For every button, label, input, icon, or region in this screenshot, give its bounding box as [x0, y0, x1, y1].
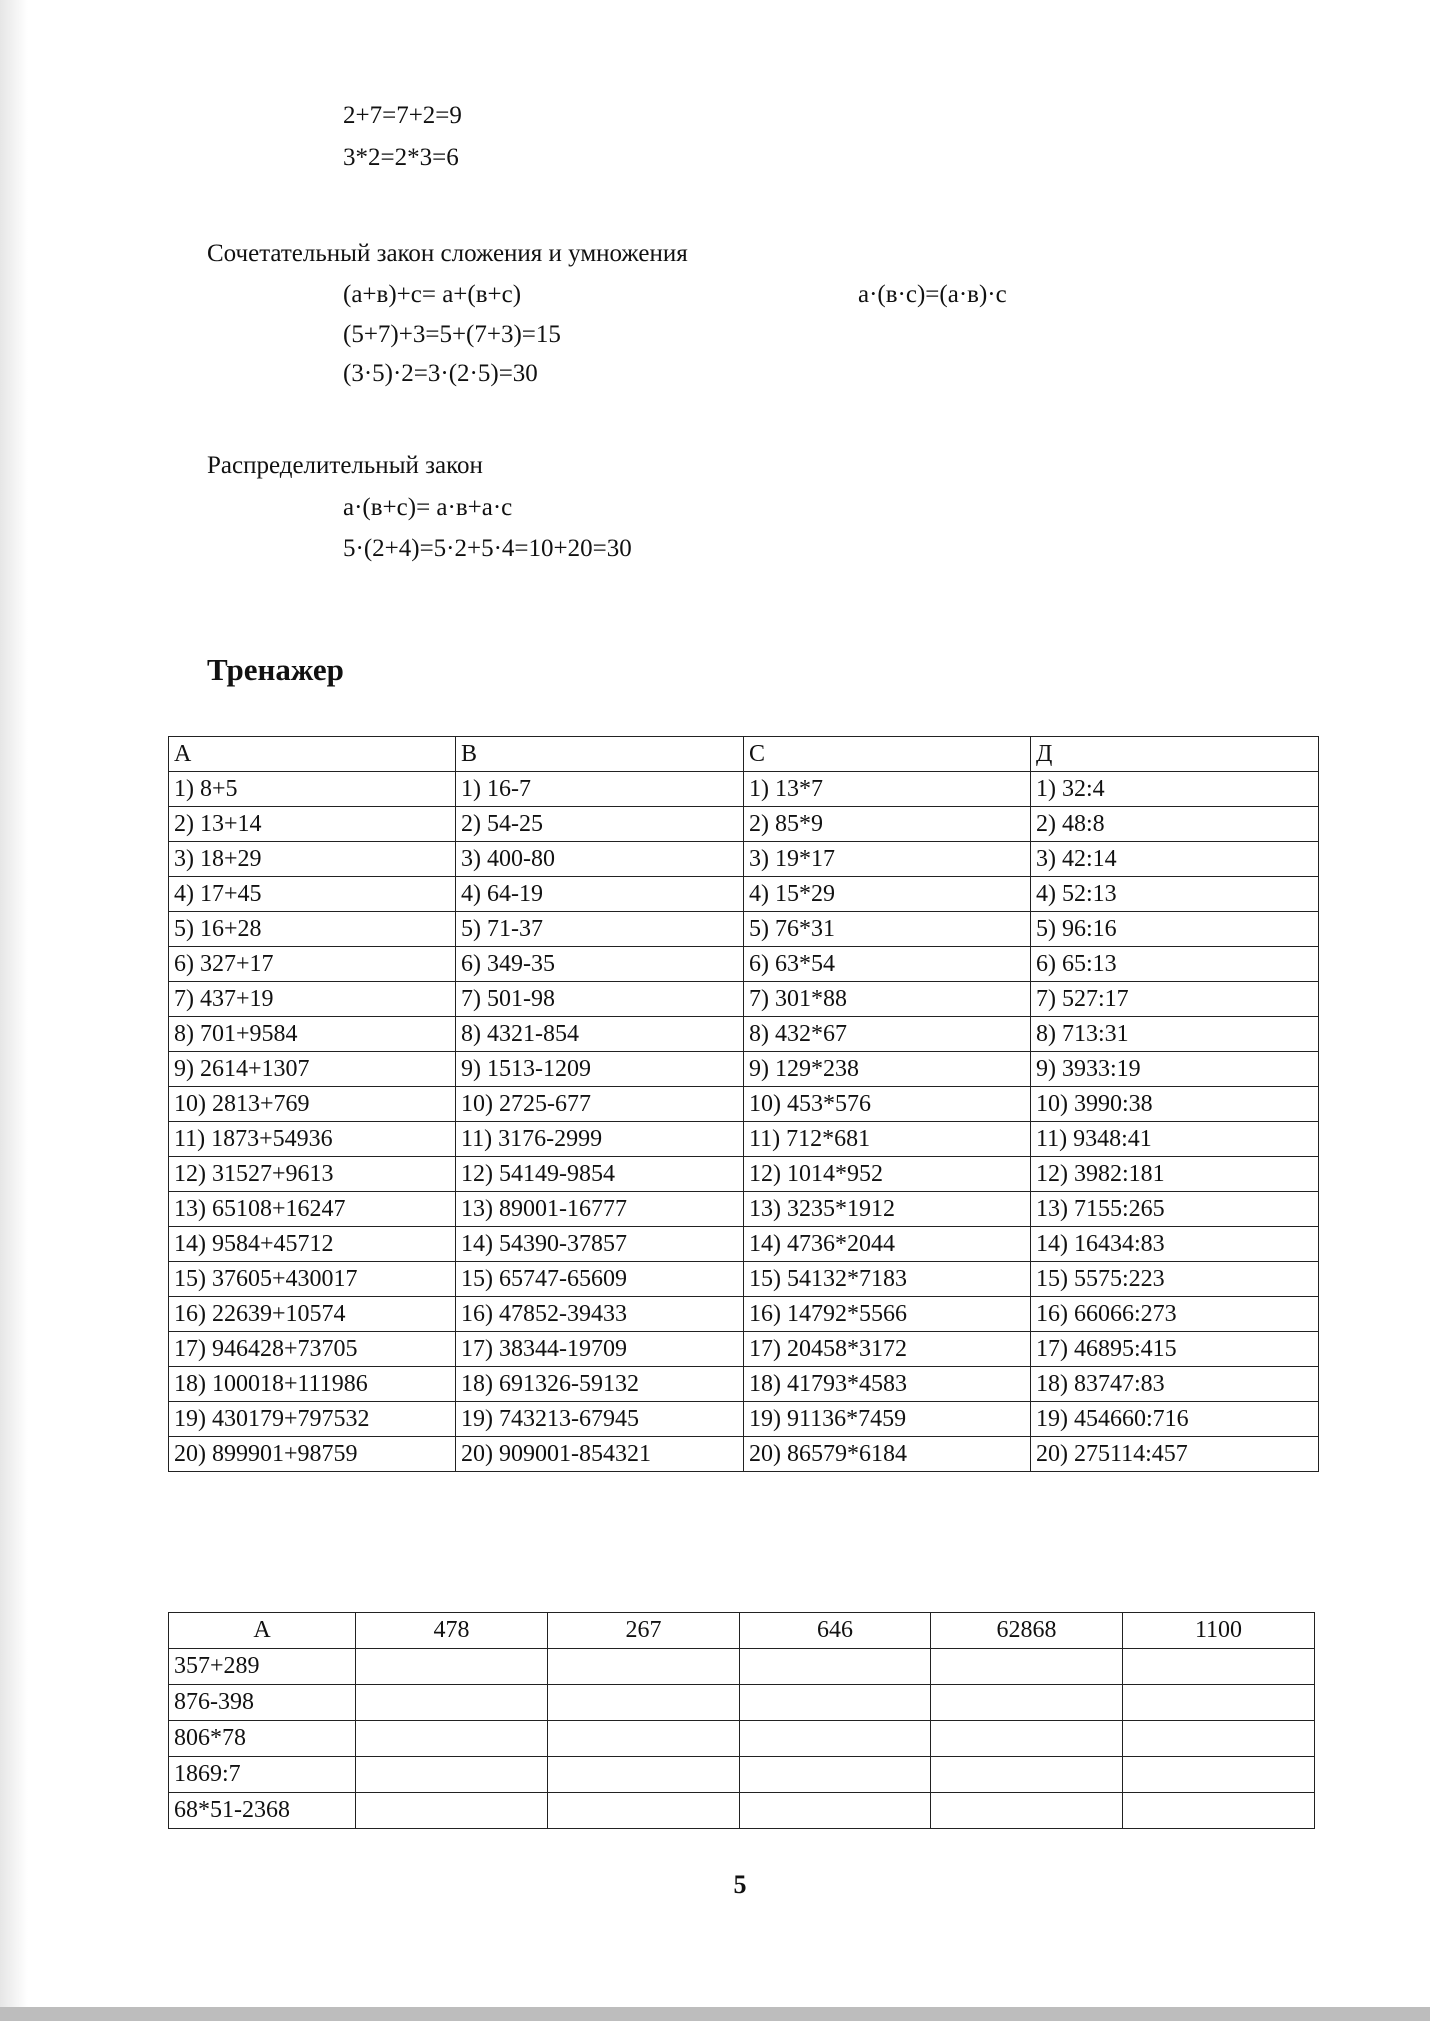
exercise-cell: 3) 400-80 — [456, 842, 744, 877]
answer-cell — [740, 1757, 931, 1793]
exercise-cell: 18) 100018+111986 — [169, 1367, 456, 1402]
exercise-cell: 17) 46895:415 — [1031, 1332, 1319, 1367]
exercise-cell: 5) 76*31 — [744, 912, 1031, 947]
exercise-cell: 11) 3176-2999 — [456, 1122, 744, 1157]
distributive-formula: а·(в+с)= а·в+а·с — [343, 494, 513, 521]
exercise-cell: 17) 38344-19709 — [456, 1332, 744, 1367]
exercise-cell: 13) 3235*1912 — [744, 1192, 1031, 1227]
exercise-cell: 15) 54132*7183 — [744, 1262, 1031, 1297]
exercise-cell: 13) 65108+16247 — [169, 1192, 456, 1227]
exercise-cell: 9) 129*238 — [744, 1052, 1031, 1087]
answer-cell — [548, 1757, 740, 1793]
page-bottom-edge — [0, 2007, 1430, 2021]
table-row — [169, 1649, 1315, 1685]
expression-cell: 876-398 — [169, 1685, 356, 1721]
exercise-cell: 9) 3933:19 — [1031, 1052, 1319, 1087]
exercise-cell: 10) 453*576 — [744, 1087, 1031, 1122]
exercise-cell: 10) 2725-677 — [456, 1087, 744, 1122]
exercise-cell: 11) 1873+54936 — [169, 1122, 456, 1157]
exercise-cell: 3) 19*17 — [744, 842, 1031, 877]
distributive-example: 5·(2+4)=5·2+5·4=10+20=30 — [343, 535, 632, 562]
trainer-header-row — [169, 737, 1319, 772]
answers-column-header: 478 — [356, 1613, 548, 1649]
exercise-cell: 6) 65:13 — [1031, 947, 1319, 982]
table-row — [169, 1052, 1319, 1087]
exercise-cell: 12) 3982:181 — [1031, 1157, 1319, 1192]
answer-cell — [548, 1721, 740, 1757]
table-row — [169, 982, 1319, 1017]
exercise-cell: 14) 4736*2044 — [744, 1227, 1031, 1262]
exercise-cell: 14) 54390-37857 — [456, 1227, 744, 1262]
associative-formula-mul: а·(в·с)=(а·в)·с — [858, 281, 1007, 308]
exercise-cell: 1) 13*7 — [744, 772, 1031, 807]
exercise-cell: 10) 2813+769 — [169, 1087, 456, 1122]
page-number: 5 — [733, 1870, 747, 1899]
exercise-cell: 20) 86579*6184 — [744, 1437, 1031, 1472]
associative-example-add: (5+7)+3=5+(7+3)=15 — [343, 321, 561, 348]
expression-cell: 806*78 — [169, 1721, 356, 1757]
associative-formula-add: (а+в)+с= а+(в+с) — [343, 281, 522, 308]
exercise-cell: 15) 65747-65609 — [456, 1262, 744, 1297]
page-shadow-edge — [0, 0, 28, 2021]
table-row — [169, 947, 1319, 982]
answers-column-header: 62868 — [931, 1613, 1123, 1649]
exercise-cell: 19) 454660:716 — [1031, 1402, 1319, 1437]
exercise-cell: 13) 7155:265 — [1031, 1192, 1319, 1227]
answer-cell — [356, 1685, 548, 1721]
exercise-cell: 18) 41793*4583 — [744, 1367, 1031, 1402]
commutative-example-add: 2+7=7+2=9 — [343, 102, 462, 129]
trainer-column-header: В — [456, 737, 744, 772]
exercise-cell: 2) 13+14 — [169, 807, 456, 842]
trainer-heading: Тренажер — [207, 652, 344, 687]
distributive-law-title: Распределительный закон — [207, 452, 483, 479]
table-row — [169, 1721, 1315, 1757]
exercise-cell: 3) 42:14 — [1031, 842, 1319, 877]
answers-column-header: 646 — [740, 1613, 931, 1649]
exercise-cell: 9) 2614+1307 — [169, 1052, 456, 1087]
answer-cell — [931, 1757, 1123, 1793]
exercise-cell: 16) 47852-39433 — [456, 1297, 744, 1332]
table-row — [169, 912, 1319, 947]
answer-cell — [356, 1721, 548, 1757]
exercise-cell: 15) 37605+430017 — [169, 1262, 456, 1297]
table-row — [169, 1437, 1319, 1472]
exercise-cell: 18) 83747:83 — [1031, 1367, 1319, 1402]
answer-cell — [1123, 1649, 1315, 1685]
table-row — [169, 807, 1319, 842]
trainer-column-header: Д — [1031, 737, 1319, 772]
associative-law-title: Сочетательный закон сложения и умножения — [207, 240, 688, 267]
exercise-cell: 6) 327+17 — [169, 947, 456, 982]
exercise-cell: 20) 909001-854321 — [456, 1437, 744, 1472]
expression-cell: 1869:7 — [169, 1757, 356, 1793]
exercise-cell: 7) 501-98 — [456, 982, 744, 1017]
exercise-cell: 9) 1513-1209 — [456, 1052, 744, 1087]
answer-cell — [1123, 1685, 1315, 1721]
answers-header-row — [169, 1613, 1315, 1649]
table-row — [169, 1087, 1319, 1122]
answer-cell — [931, 1721, 1123, 1757]
exercise-cell: 19) 743213-67945 — [456, 1402, 744, 1437]
answer-cell — [740, 1721, 931, 1757]
trainer-column-header: А — [169, 737, 456, 772]
exercise-cell: 2) 54-25 — [456, 807, 744, 842]
table-row — [169, 877, 1319, 912]
exercise-cell: 5) 71-37 — [456, 912, 744, 947]
exercise-cell: 5) 16+28 — [169, 912, 456, 947]
exercise-cell: 4) 52:13 — [1031, 877, 1319, 912]
table-row — [169, 1262, 1319, 1297]
table-row — [169, 1402, 1319, 1437]
expression-cell: 357+289 — [169, 1649, 356, 1685]
answers-column-header: А — [169, 1613, 356, 1649]
answer-cell — [931, 1685, 1123, 1721]
answer-cell — [931, 1649, 1123, 1685]
exercise-cell: 16) 66066:273 — [1031, 1297, 1319, 1332]
exercise-cell: 11) 712*681 — [744, 1122, 1031, 1157]
table-row — [169, 1757, 1315, 1793]
answer-cell — [548, 1685, 740, 1721]
exercise-cell: 15) 5575:223 — [1031, 1262, 1319, 1297]
exercise-cell: 12) 54149-9854 — [456, 1157, 744, 1192]
table-row — [169, 1017, 1319, 1052]
answer-cell — [1123, 1721, 1315, 1757]
exercise-cell: 18) 691326-59132 — [456, 1367, 744, 1402]
table-row — [169, 1367, 1319, 1402]
exercise-cell: 6) 349-35 — [456, 947, 744, 982]
answer-cell — [1123, 1793, 1315, 1829]
exercise-cell: 1) 16-7 — [456, 772, 744, 807]
exercise-cell: 6) 63*54 — [744, 947, 1031, 982]
answer-cell — [356, 1757, 548, 1793]
table-row — [169, 1227, 1319, 1262]
exercise-cell: 4) 15*29 — [744, 877, 1031, 912]
exercise-cell: 8) 4321-854 — [456, 1017, 744, 1052]
exercise-cell: 1) 32:4 — [1031, 772, 1319, 807]
exercise-cell: 12) 1014*952 — [744, 1157, 1031, 1192]
exercise-cell: 7) 437+19 — [169, 982, 456, 1017]
associative-example-mul: (3·5)·2=3·(2·5)=30 — [343, 360, 538, 387]
exercise-cell: 13) 89001-16777 — [456, 1192, 744, 1227]
exercise-cell: 12) 31527+9613 — [169, 1157, 456, 1192]
answer-cell — [356, 1649, 548, 1685]
table-row — [169, 842, 1319, 877]
exercise-cell: 8) 701+9584 — [169, 1017, 456, 1052]
table-row — [169, 1192, 1319, 1227]
exercise-cell: 20) 899901+98759 — [169, 1437, 456, 1472]
answer-cell — [356, 1793, 548, 1829]
exercise-cell: 10) 3990:38 — [1031, 1087, 1319, 1122]
exercise-cell: 17) 946428+73705 — [169, 1332, 456, 1367]
exercise-cell: 20) 275114:457 — [1031, 1437, 1319, 1472]
expression-cell: 68*51-2368 — [169, 1793, 356, 1829]
answer-cell — [740, 1649, 931, 1685]
exercise-cell: 5) 96:16 — [1031, 912, 1319, 947]
table-row — [169, 1297, 1319, 1332]
exercise-cell: 17) 20458*3172 — [744, 1332, 1031, 1367]
trainer-table — [168, 736, 1319, 1472]
answer-cell — [548, 1649, 740, 1685]
commutative-example-mul: 3*2=2*3=6 — [343, 144, 459, 171]
exercise-cell: 2) 48:8 — [1031, 807, 1319, 842]
exercise-cell: 14) 9584+45712 — [169, 1227, 456, 1262]
exercise-cell: 4) 64-19 — [456, 877, 744, 912]
exercise-cell: 2) 85*9 — [744, 807, 1031, 842]
table-row — [169, 1793, 1315, 1829]
answer-cell — [1123, 1757, 1315, 1793]
answer-cell — [548, 1793, 740, 1829]
exercise-cell: 8) 713:31 — [1031, 1017, 1319, 1052]
exercise-cell: 4) 17+45 — [169, 877, 456, 912]
exercise-cell: 1) 8+5 — [169, 772, 456, 807]
answers-table — [168, 1612, 1315, 1829]
exercise-cell: 16) 22639+10574 — [169, 1297, 456, 1332]
answer-cell — [740, 1793, 931, 1829]
exercise-cell: 7) 527:17 — [1031, 982, 1319, 1017]
answers-column-header: 1100 — [1123, 1613, 1315, 1649]
answer-cell — [740, 1685, 931, 1721]
exercise-cell: 11) 9348:41 — [1031, 1122, 1319, 1157]
answer-cell — [931, 1793, 1123, 1829]
table-row — [169, 1157, 1319, 1192]
table-row — [169, 772, 1319, 807]
exercise-cell: 19) 430179+797532 — [169, 1402, 456, 1437]
exercise-cell: 8) 432*67 — [744, 1017, 1031, 1052]
exercise-cell: 7) 301*88 — [744, 982, 1031, 1017]
answers-column-header: 267 — [548, 1613, 740, 1649]
table-row — [169, 1122, 1319, 1157]
exercise-cell: 19) 91136*7459 — [744, 1402, 1031, 1437]
exercise-cell: 16) 14792*5566 — [744, 1297, 1031, 1332]
table-row — [169, 1685, 1315, 1721]
exercise-cell: 14) 16434:83 — [1031, 1227, 1319, 1262]
trainer-column-header: С — [744, 737, 1031, 772]
table-row — [169, 1332, 1319, 1367]
exercise-cell: 3) 18+29 — [169, 842, 456, 877]
